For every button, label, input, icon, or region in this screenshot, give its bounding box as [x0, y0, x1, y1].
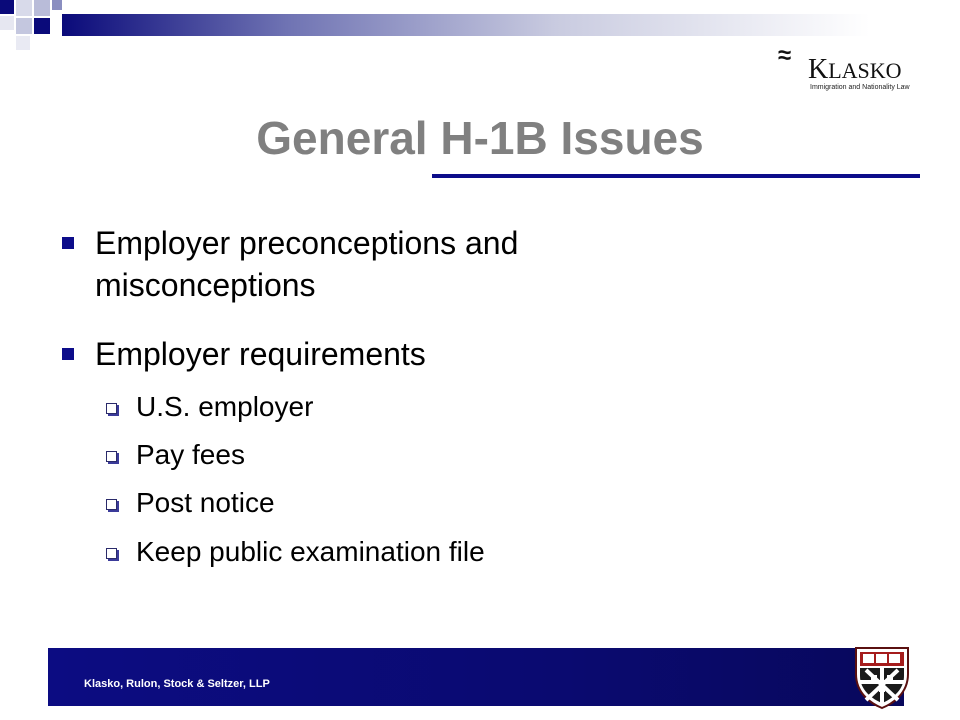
klasko-logo [778, 44, 928, 94]
hollow-square-bullet-icon [106, 403, 117, 414]
logo-subtitle: Immigration and Nationality Law [810, 84, 910, 91]
footer-bar [48, 648, 904, 706]
hollow-square-bullet-icon [106, 499, 117, 510]
square-bullet-icon [62, 348, 74, 360]
header-gradient-bar [62, 14, 960, 36]
sub-bullet-text: U.S. employer [136, 391, 314, 422]
sub-bullet-text: Post notice [136, 487, 275, 518]
bullet-text: Employer preconceptions and misconceptions [95, 225, 519, 303]
logo-wave-icon: ≈ [778, 42, 792, 69]
harvard-shield-icon [852, 644, 912, 710]
square-bullet-icon [62, 237, 74, 249]
sub-bullet-text: Keep public examination file [136, 536, 485, 567]
sub-bullet-text: Pay fees [136, 439, 245, 470]
slide-title: General H-1B Issues [256, 112, 704, 164]
footer-text: Klasko, Rulon, Stock & Seltzer, LLP [84, 678, 270, 690]
hollow-square-bullet-icon [106, 548, 117, 559]
logo-name: KLASKO [808, 54, 902, 85]
bullet-text: Employer requirements [95, 336, 426, 372]
title-underline [432, 174, 920, 178]
hollow-square-bullet-icon [106, 451, 117, 462]
